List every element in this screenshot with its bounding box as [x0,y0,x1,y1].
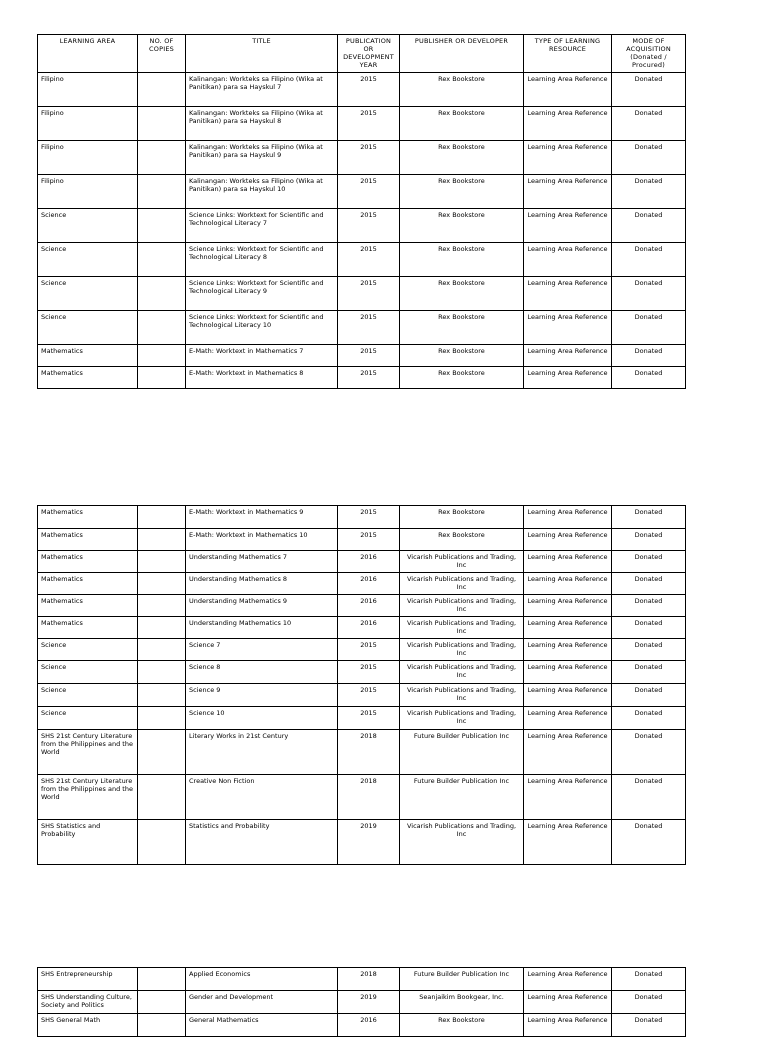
cell-type: Learning Area Reference [524,730,612,775]
cell-publisher: Rex Bookstore [400,529,524,551]
cell-type: Learning Area Reference [524,366,612,388]
cell-no-of-copies [138,968,186,991]
table-row [38,242,686,276]
cell-type: Learning Area Reference [524,529,612,551]
cell-year: 2015 [338,242,400,276]
cell-no-of-copies [138,140,186,174]
cell-learning-area: Filipino [38,174,138,208]
cell-type: Learning Area Reference [524,106,612,140]
cell-publisher: Rex Bookstore [400,242,524,276]
cell-title: Literary Works in 21st Century [186,730,338,775]
table-row [38,730,686,775]
cell-year: 2015 [338,310,400,344]
cell-type: Learning Area Reference [524,344,612,366]
cell-mode: Donated [612,72,686,106]
cell-no-of-copies [138,106,186,140]
table-row [38,140,686,174]
header-type-of-learning-resource: TYPE OF LEARNING RESOURCE [524,35,612,73]
cell-type: Learning Area Reference [524,140,612,174]
table-row [38,820,686,865]
cell-type: Learning Area Reference [524,573,612,595]
cell-no-of-copies [138,551,186,573]
cell-no-of-copies [138,1014,186,1037]
cell-year: 2016 [338,573,400,595]
cell-type: Learning Area Reference [524,551,612,573]
cell-no-of-copies [138,639,186,661]
cell-no-of-copies [138,506,186,529]
cell-publisher: Future Builder Publication Inc [400,730,524,775]
cell-type: Learning Area Reference [524,684,612,707]
cell-learning-area: Filipino [38,140,138,174]
cell-mode: Donated [612,639,686,661]
table-row [38,968,686,991]
cell-mode: Donated [612,242,686,276]
table-row [38,551,686,573]
cell-learning-area: Mathematics [38,551,138,573]
cell-mode: Donated [612,276,686,310]
cell-learning-area: Mathematics [38,573,138,595]
cell-year: 2015 [338,344,400,366]
table-row [38,72,686,106]
header-title: TITLE [186,35,338,73]
cell-learning-area: Science [38,639,138,661]
cell-mode: Donated [612,174,686,208]
cell-title: Science Links: Worktext for Scientific and Technological Literacy 10 [186,310,338,344]
cell-mode: Donated [612,551,686,573]
cell-learning-area: SHS General Math [38,1014,138,1037]
cell-year: 2015 [338,72,400,106]
cell-publisher: Future Builder Publication Inc [400,968,524,991]
table-block-2 [0,505,686,865]
cell-learning-area: SHS Statistics and Probability [38,820,138,865]
cell-learning-area: Science [38,310,138,344]
cell-type: Learning Area Reference [524,639,612,661]
cell-year: 2015 [338,276,400,310]
cell-no-of-copies [138,276,186,310]
cell-title: General Mathematics [186,1014,338,1037]
cell-year: 2015 [338,707,400,730]
cell-type: Learning Area Reference [524,617,612,639]
cell-publisher: Vicarish Publications and Trading, Inc [400,551,524,573]
cell-year: 2019 [338,991,400,1014]
cell-no-of-copies [138,366,186,388]
cell-type: Learning Area Reference [524,174,612,208]
cell-title: Kalinangan: Workteks sa Filipino (Wika at Panitikan) para sa Hayskul 9 [186,140,338,174]
cell-type: Learning Area Reference [524,242,612,276]
inventory-table-3 [37,967,686,1037]
cell-year: 2015 [338,529,400,551]
cell-year: 2018 [338,968,400,991]
cell-year: 2015 [338,366,400,388]
cell-mode: Donated [612,366,686,388]
cell-year: 2019 [338,820,400,865]
cell-no-of-copies [138,707,186,730]
cell-learning-area: Science [38,707,138,730]
cell-title: Science Links: Worktext for Scientific and Technological Literacy 7 [186,208,338,242]
cell-year: 2016 [338,551,400,573]
cell-type: Learning Area Reference [524,1014,612,1037]
cell-no-of-copies [138,730,186,775]
table-header [38,35,686,73]
cell-no-of-copies [138,617,186,639]
cell-title: Applied Economics [186,968,338,991]
cell-publisher: Vicarish Publications and Trading, Inc [400,820,524,865]
table-body-2 [38,506,686,865]
cell-mode: Donated [612,140,686,174]
cell-mode: Donated [612,529,686,551]
cell-mode: Donated [612,595,686,617]
cell-publisher: Vicarish Publications and Trading, Inc [400,707,524,730]
cell-type: Learning Area Reference [524,991,612,1014]
cell-publisher: Vicarish Publications and Trading, Inc [400,661,524,684]
cell-no-of-copies [138,208,186,242]
cell-type: Learning Area Reference [524,506,612,529]
cell-no-of-copies [138,529,186,551]
cell-type: Learning Area Reference [524,820,612,865]
table-row [38,344,686,366]
cell-mode: Donated [612,106,686,140]
cell-no-of-copies [138,310,186,344]
cell-learning-area: Mathematics [38,506,138,529]
cell-learning-area: Science [38,684,138,707]
cell-type: Learning Area Reference [524,968,612,991]
cell-year: 2015 [338,174,400,208]
cell-no-of-copies [138,991,186,1014]
cell-year: 2015 [338,506,400,529]
cell-mode: Donated [612,684,686,707]
cell-title: E-Math: Worktext in Mathematics 8 [186,366,338,388]
cell-publisher: Rex Bookstore [400,106,524,140]
cell-type: Learning Area Reference [524,775,612,820]
cell-learning-area: Mathematics [38,595,138,617]
cell-no-of-copies [138,661,186,684]
cell-mode: Donated [612,1014,686,1037]
cell-learning-area: Mathematics [38,344,138,366]
cell-publisher: Rex Bookstore [400,140,524,174]
cell-type: Learning Area Reference [524,276,612,310]
cell-no-of-copies [138,174,186,208]
header-publisher: PUBLISHER OR DEVELOPER [400,35,524,73]
cell-title: Science Links: Worktext for Scientific and Technological Literacy 9 [186,276,338,310]
table-row [38,639,686,661]
cell-learning-area: SHS Entrepreneurship [38,968,138,991]
inventory-table-1 [37,34,686,389]
cell-type: Learning Area Reference [524,661,612,684]
cell-mode: Donated [612,208,686,242]
cell-publisher: Rex Bookstore [400,366,524,388]
table-body-1 [38,72,686,388]
table-row [38,106,686,140]
header-publication-year: PUBLICATION OR DEVELOPMENT YEAR [338,35,400,73]
cell-type: Learning Area Reference [524,595,612,617]
table-row [38,506,686,529]
cell-learning-area: Filipino [38,72,138,106]
cell-year: 2016 [338,595,400,617]
cell-publisher: Rex Bookstore [400,72,524,106]
cell-no-of-copies [138,344,186,366]
cell-learning-area: Mathematics [38,366,138,388]
cell-mode: Donated [612,730,686,775]
cell-title: Understanding Mathematics 10 [186,617,338,639]
cell-year: 2016 [338,1014,400,1037]
table-block-3 [0,967,686,1037]
cell-title: E-Math: Worktext in Mathematics 7 [186,344,338,366]
header-mode-of-acquisition: MODE OF ACQUISITION (Donated / Procured) [612,35,686,73]
table-row [38,529,686,551]
cell-year: 2015 [338,208,400,242]
cell-learning-area: Science [38,242,138,276]
cell-no-of-copies [138,242,186,276]
cell-learning-area: SHS 21st Century Literature from the Philippines and the World [38,775,138,820]
cell-publisher: Rex Bookstore [400,310,524,344]
cell-mode: Donated [612,310,686,344]
cell-learning-area: Filipino [38,106,138,140]
cell-mode: Donated [612,344,686,366]
cell-title: Science 10 [186,707,338,730]
cell-publisher: Rex Bookstore [400,344,524,366]
header-no-of-copies: NO. OF COPIES [138,35,186,73]
cell-type: Learning Area Reference [524,310,612,344]
table-row [38,595,686,617]
cell-type: Learning Area Reference [524,208,612,242]
cell-mode: Donated [612,707,686,730]
table-row [38,208,686,242]
cell-title: Understanding Mathematics 7 [186,551,338,573]
table-row [38,991,686,1014]
cell-mode: Donated [612,991,686,1014]
cell-year: 2015 [338,639,400,661]
cell-type: Learning Area Reference [524,72,612,106]
cell-publisher: Rex Bookstore [400,174,524,208]
cell-title: Kalinangan: Workteks sa Filipino (Wika at Panitikan) para sa Hayskul 7 [186,72,338,106]
cell-title: Science 8 [186,661,338,684]
table-row [38,1014,686,1037]
cell-title: Creative Non Fiction [186,775,338,820]
cell-mode: Donated [612,661,686,684]
cell-mode: Donated [612,617,686,639]
cell-title: Science 7 [186,639,338,661]
cell-publisher: Rex Bookstore [400,208,524,242]
cell-learning-area: Science [38,276,138,310]
cell-publisher: Vicarish Publications and Trading, Inc [400,684,524,707]
cell-publisher: Vicarish Publications and Trading, Inc [400,595,524,617]
cell-year: 2015 [338,684,400,707]
table-block-1 [0,34,686,389]
cell-publisher: Vicarish Publications and Trading, Inc [400,639,524,661]
cell-type: Learning Area Reference [524,707,612,730]
cell-no-of-copies [138,684,186,707]
cell-title: Understanding Mathematics 8 [186,573,338,595]
cell-publisher: Rex Bookstore [400,1014,524,1037]
cell-publisher: Rex Bookstore [400,506,524,529]
cell-year: 2016 [338,617,400,639]
cell-year: 2018 [338,775,400,820]
cell-learning-area: Mathematics [38,529,138,551]
cell-learning-area: Science [38,208,138,242]
cell-year: 2015 [338,106,400,140]
table-row [38,310,686,344]
cell-no-of-copies [138,72,186,106]
cell-mode: Donated [612,820,686,865]
cell-year: 2018 [338,730,400,775]
cell-mode: Donated [612,775,686,820]
cell-year: 2015 [338,661,400,684]
table-body-3 [38,968,686,1037]
cell-title: Kalinangan: Workteks sa Filipino (Wika at Panitikan) para sa Hayskul 8 [186,106,338,140]
cell-learning-area: SHS Understanding Culture, Society and Politics [38,991,138,1014]
table-row [38,276,686,310]
cell-learning-area: Science [38,661,138,684]
cell-publisher: Vicarish Publications and Trading, Inc [400,617,524,639]
table-row [38,174,686,208]
table-row [38,366,686,388]
cell-mode: Donated [612,968,686,991]
cell-publisher: Vicarish Publications and Trading, Inc [400,573,524,595]
cell-learning-area: Mathematics [38,617,138,639]
cell-title: E-Math: Worktext in Mathematics 10 [186,529,338,551]
cell-title: Understanding Mathematics 9 [186,595,338,617]
inventory-table-2 [37,505,686,865]
cell-title: Kalinangan: Workteks sa Filipino (Wika at Panitikan) para sa Hayskul 10 [186,174,338,208]
cell-no-of-copies [138,775,186,820]
cell-year: 2015 [338,140,400,174]
cell-title: E-Math: Worktext in Mathematics 9 [186,506,338,529]
cell-mode: Donated [612,506,686,529]
cell-publisher: Rex Bookstore [400,276,524,310]
cell-mode: Donated [612,573,686,595]
cell-title: Gender and Development [186,991,338,1014]
cell-publisher: Future Builder Publication Inc [400,775,524,820]
table-row [38,573,686,595]
header-row [38,35,686,73]
header-learning-area: LEARNING AREA [38,35,138,73]
cell-no-of-copies [138,573,186,595]
table-row [38,661,686,684]
table-row [38,684,686,707]
cell-no-of-copies [138,595,186,617]
cell-title: Statistics and Probability [186,820,338,865]
table-row [38,707,686,730]
cell-title: Science Links: Worktext for Scientific and Technological Literacy 8 [186,242,338,276]
cell-title: Science 9 [186,684,338,707]
table-row [38,617,686,639]
table-row [38,775,686,820]
cell-publisher: Seanjaikim Bookgear, Inc. [400,991,524,1014]
cell-no-of-copies [138,820,186,865]
cell-learning-area: SHS 21st Century Literature from the Philippines and the World [38,730,138,775]
